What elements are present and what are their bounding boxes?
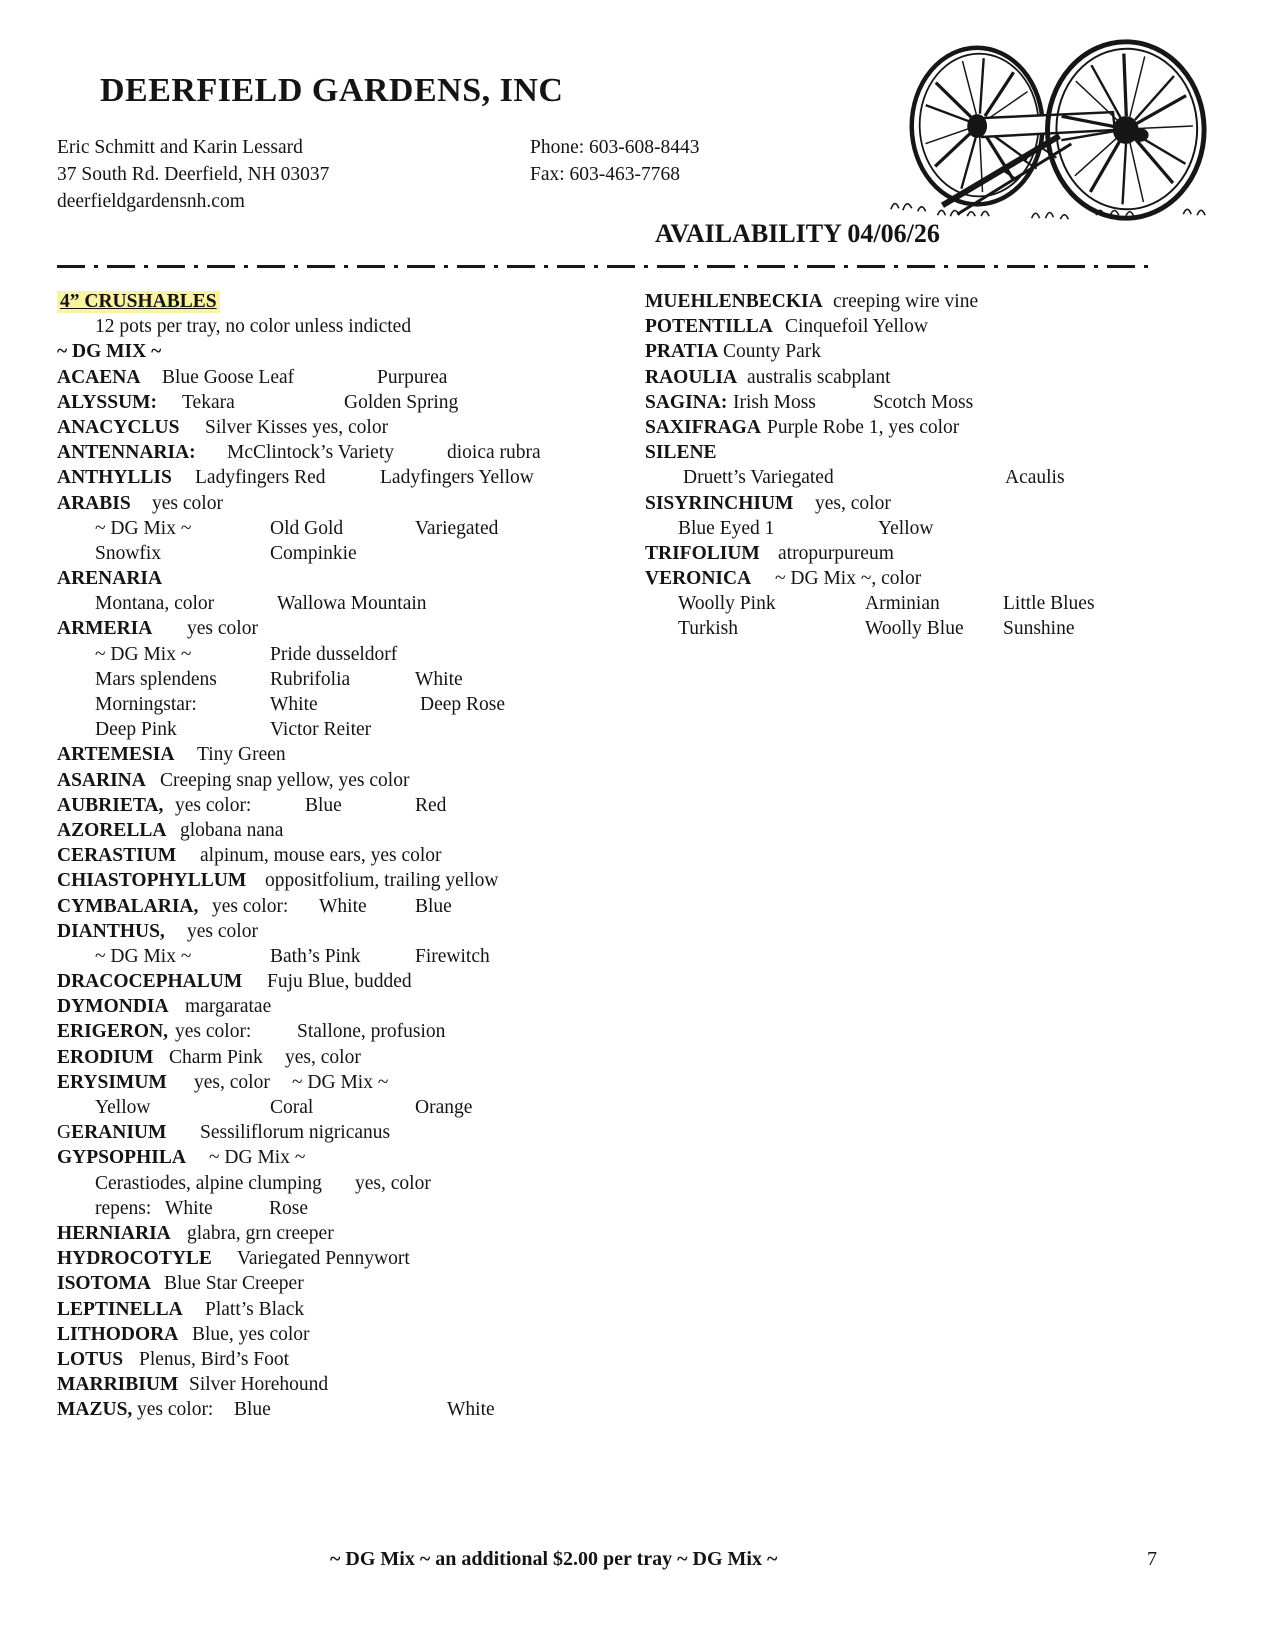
list-line <box>645 543 1230 568</box>
plant-variety: Tiny Green <box>197 744 286 766</box>
plant-name: DRACOCEPHALUM <box>57 971 243 993</box>
plant-name: HERNIARIA <box>57 1222 171 1244</box>
plant-variety: Deep Pink <box>95 719 177 741</box>
plant-name: ~ DG MIX ~ <box>57 341 162 363</box>
right-column <box>645 291 1230 644</box>
plant-name: TRIFOLIUM <box>645 542 760 564</box>
contact-fax: Fax: 603-463-7768 <box>530 164 681 185</box>
list-line <box>645 392 1230 417</box>
plant-variety: Arminian <box>865 593 940 615</box>
list-line <box>57 1374 632 1399</box>
list-line <box>57 1097 632 1122</box>
list-line <box>57 1198 632 1223</box>
plant-variety: Sunshine <box>1003 618 1075 640</box>
plant-name: RAOULIA <box>645 366 738 388</box>
plant-variety: Blue <box>234 1399 271 1421</box>
list-line <box>57 1248 632 1273</box>
plant-name: ISOTOMA <box>57 1273 151 1295</box>
plant-variety: Morningstar: <box>95 694 197 715</box>
list-line <box>57 896 632 921</box>
plant-variety: Woolly Pink <box>678 593 776 615</box>
plant-variety: Tekara <box>182 391 235 413</box>
list-line <box>57 845 632 870</box>
plant-variety: Firewitch <box>415 945 490 967</box>
plant-variety: County Park <box>723 341 822 363</box>
list-line <box>57 367 632 392</box>
plant-variety: Red <box>415 794 447 816</box>
plant-variety: Irish Moss <box>733 391 816 413</box>
plant-variety: Blue, yes color <box>192 1323 310 1345</box>
plant-name: ERIGERON, <box>57 1021 169 1043</box>
plant-variety: Rose <box>269 1197 308 1219</box>
plant-variety: Purpurea <box>377 366 448 388</box>
list-line <box>57 1273 632 1298</box>
list-line <box>57 694 632 719</box>
list-line <box>57 442 632 467</box>
plant-variety: Charm Pink <box>169 1046 263 1068</box>
plant-variety: Variegated <box>415 517 499 539</box>
plant-variety: Blue Goose Leaf <box>162 366 295 388</box>
list-line <box>57 1122 632 1147</box>
plant-variety: Variegated Pennywort <box>237 1248 410 1270</box>
list-line <box>645 341 1230 366</box>
plant-variety: ~ DG Mix ~ <box>95 945 192 967</box>
plant-variety: Rubrifolia <box>270 668 351 690</box>
plant-variety: ~ DG Mix ~ <box>95 643 192 665</box>
plant-variety: creeping wire vine <box>833 291 979 312</box>
plant-variety: Turkish <box>678 618 738 640</box>
plant-name: PRATIA <box>645 341 719 363</box>
plant-variety: Compinkie <box>270 542 357 564</box>
plant-variety: White <box>165 1197 213 1219</box>
list-line <box>57 1047 632 1072</box>
plant-variety: Yellow <box>878 517 934 539</box>
plant-name: ASARINA <box>57 769 146 791</box>
plant-variety: Yellow <box>95 1097 151 1118</box>
plant-name: LITHODORA <box>57 1323 179 1345</box>
list-line <box>57 870 632 895</box>
list-line <box>57 820 632 845</box>
plant-variety: Golden Spring <box>344 391 459 413</box>
plant-variety: G <box>57 1122 72 1144</box>
list-line <box>645 442 1230 467</box>
plant-variety: Montana, color <box>95 593 215 615</box>
list-line <box>57 996 632 1021</box>
dash-dot-divider <box>57 265 1155 268</box>
list-line <box>57 518 632 543</box>
plant-variety: Cinquefoil Yellow <box>785 316 929 338</box>
plant-variety: yes color <box>152 492 223 514</box>
plant-variety: White <box>319 895 367 917</box>
plant-name: ARMERIA <box>57 618 153 640</box>
plant-variety: atropurpureum <box>778 542 894 564</box>
list-line <box>645 493 1230 518</box>
footer-note: ~ DG Mix ~ an additional $2.00 per tray ~ DG Mix ~ <box>330 1548 778 1570</box>
list-line <box>645 467 1230 492</box>
plant-variety: yes, color <box>285 1046 361 1068</box>
plant-name: GYPSOPHILA <box>57 1147 186 1169</box>
availability-title: AVAILABILITY 04/06/26 <box>655 219 940 248</box>
plant-name: LOTUS <box>57 1348 124 1370</box>
plant-variety: Acaulis <box>1005 467 1065 489</box>
phone-fax-block <box>530 134 700 188</box>
plant-name: ALYSSUM: <box>57 391 158 413</box>
list-line <box>57 593 632 618</box>
plant-variety: Orange <box>415 1097 473 1118</box>
plant-name: SAXIFRAGA <box>645 416 761 438</box>
plant-name: AUBRIETA, <box>57 794 164 816</box>
plant-variety: Little Blues <box>1003 593 1095 615</box>
plant-variety: Woolly Blue <box>865 618 964 640</box>
plant-name: DYMONDIA <box>57 996 169 1018</box>
plant-variety: oppositfolium, trailing yellow <box>265 870 499 892</box>
plant-variety: globana nana <box>180 819 284 841</box>
plant-variety: Snowfix <box>95 542 162 564</box>
plant-variety: ~ DG Mix ~ <box>95 517 192 539</box>
plant-variety: Plenus, Bird’s Foot <box>139 1348 290 1370</box>
contact-owners: Eric Schmitt and Karin Lessard <box>57 137 303 158</box>
list-line <box>57 543 632 568</box>
plant-variety: Platt’s Black <box>205 1298 305 1320</box>
plant-variety: Pride dusseldorf <box>270 643 398 665</box>
list-line <box>57 618 632 643</box>
plant-variety: McClintock’s Variety <box>227 442 394 464</box>
list-line <box>57 719 632 744</box>
plant-variety: Wallowa Mountain <box>277 593 427 615</box>
plant-variety: yes color: <box>212 895 289 917</box>
plant-variety: Victor Reiter <box>270 719 372 741</box>
plant-variety: Silver Kisses yes, color <box>205 416 389 438</box>
contact-website: deerfieldgardensnh.com <box>57 191 245 212</box>
plant-variety: yes color: <box>137 1399 214 1421</box>
plant-variety: Scotch Moss <box>873 391 974 413</box>
plant-variety: ~ DG Mix ~ <box>209 1147 306 1169</box>
plant-variety: Silver Horehound <box>189 1374 329 1396</box>
plant-name: ANTENNARIA: <box>57 442 196 464</box>
plant-name: SAGINA: <box>645 391 728 413</box>
page-number: 7 <box>1147 1548 1157 1570</box>
plant-name: HYDROCOTYLE <box>57 1248 212 1270</box>
plant-variety: yes color <box>187 920 258 942</box>
plant-name: CERASTIUM <box>57 845 177 867</box>
list-line <box>57 1173 632 1198</box>
plant-variety: yes color: <box>175 1021 252 1043</box>
plant-variety: White <box>447 1399 495 1421</box>
list-line <box>645 518 1230 543</box>
list-line <box>645 618 1230 643</box>
plant-variety: White <box>415 668 463 690</box>
contact-phone: Phone: 603-608-8443 <box>530 137 700 158</box>
list-line <box>57 971 632 996</box>
list-line <box>645 417 1230 442</box>
plant-variety: Blue <box>305 794 342 816</box>
list-line <box>645 593 1230 618</box>
list-line <box>57 744 632 769</box>
plant-variety: alpinum, mouse ears, yes color <box>200 845 442 867</box>
plant-name: ERODIUM <box>57 1046 154 1068</box>
list-line <box>57 1021 632 1046</box>
plant-name: AZORELLA <box>57 819 167 841</box>
plant-variety: yes, color <box>815 492 891 514</box>
left-column <box>57 291 632 1424</box>
contact-address: 37 South Rd. Deerfield, NH 03037 <box>57 164 330 185</box>
plant-variety: ~ DG Mix ~ <box>292 1071 389 1093</box>
plant-name: ACAENA <box>57 366 141 388</box>
wagon-wheels-illustration <box>883 38 1215 223</box>
plant-name: 4” CRUSHABLES <box>57 291 220 313</box>
plant-variety: yes color <box>187 618 258 640</box>
plant-variety: White <box>270 694 318 715</box>
plant-variety: Cerastiodes, alpine clumping <box>95 1172 322 1194</box>
list-line <box>57 1223 632 1248</box>
plant-name: ARABIS <box>57 492 131 514</box>
list-line <box>57 568 632 593</box>
plant-name: ARENARIA <box>57 568 163 590</box>
list-line <box>57 1299 632 1324</box>
plant-name: MARRIBIUM <box>57 1374 179 1396</box>
list-line <box>57 493 632 518</box>
plant-name: CHIASTOPHYLLUM <box>57 870 247 892</box>
plant-variety: yes, color <box>194 1071 270 1093</box>
list-line <box>57 392 632 417</box>
plant-variety: ~ DG Mix ~, color <box>775 568 922 590</box>
contact-block <box>57 134 329 215</box>
plant-variety: Ladyfingers Yellow <box>380 467 534 489</box>
list-line <box>57 1072 632 1097</box>
plant-variety: 12 pots per tray, no color unless indicted <box>95 316 412 338</box>
list-line <box>57 770 632 795</box>
list-line <box>645 291 1230 316</box>
plant-variety: Purple Robe 1, yes color <box>767 416 960 438</box>
plant-variety: glabra, grn creeper <box>187 1222 334 1244</box>
plant-variety: yes color: <box>175 794 252 816</box>
plant-variety: margaratae <box>185 996 272 1018</box>
list-line <box>645 316 1230 341</box>
list-line <box>57 669 632 694</box>
plant-variety: Ladyfingers Red <box>195 467 326 489</box>
list-line <box>57 1349 632 1374</box>
plant-name: POTENTILLA <box>645 316 773 338</box>
plant-variety: dioica rubra <box>447 442 541 464</box>
plant-variety: Mars splendens <box>95 668 217 690</box>
plant-name: CYMBALARIA, <box>57 895 199 917</box>
plant-name: ERYSIMUM <box>57 1071 167 1093</box>
plant-variety: Blue <box>415 895 452 917</box>
plant-variety: Blue Eyed 1 <box>678 517 775 539</box>
plant-variety: yes, color <box>355 1172 431 1194</box>
list-line <box>57 795 632 820</box>
plant-name: ANTHYLLIS <box>57 467 172 489</box>
plant-variety: australis scabplant <box>747 366 891 388</box>
list-line <box>645 367 1230 392</box>
plant-name: MAZUS, <box>57 1399 133 1421</box>
page-title: DEERFIELD GARDENS, INC <box>100 72 564 109</box>
plant-name: VERONICA <box>645 568 752 590</box>
plant-name: SILENE <box>645 442 717 464</box>
list-line <box>57 417 632 442</box>
plant-variety: Creeping snap yellow, yes color <box>160 769 410 791</box>
list-line <box>57 946 632 971</box>
list-line <box>645 568 1230 593</box>
list-line <box>57 1399 632 1424</box>
plant-name: ANACYCLUS <box>57 416 180 438</box>
plant-variety: repens: <box>95 1197 152 1219</box>
plant-variety: Deep Rose <box>420 694 506 715</box>
plant-variety: Bath’s Pink <box>270 945 361 967</box>
plant-name: DIANTHUS, <box>57 920 165 942</box>
list-line <box>57 316 632 341</box>
plant-variety: Stallone, profusion <box>297 1021 446 1043</box>
plant-name: SISYRINCHIUM <box>645 492 794 514</box>
plant-name: ERANIUM <box>71 1122 167 1144</box>
list-line <box>57 341 632 366</box>
plant-name: LEPTINELLA <box>57 1298 183 1320</box>
list-line <box>57 1147 632 1172</box>
plant-variety: Sessiliflorum nigricanus <box>200 1122 391 1144</box>
list-line <box>57 644 632 669</box>
plant-variety: Druett’s Variegated <box>683 467 834 489</box>
plant-variety: Coral <box>270 1097 314 1118</box>
plant-name: MUEHLENBECKIA <box>645 291 823 312</box>
list-line <box>57 1324 632 1349</box>
plant-variety: Old Gold <box>270 517 344 539</box>
section-heading <box>57 291 632 316</box>
list-line <box>57 921 632 946</box>
plant-name: ARTEMESIA <box>57 744 175 766</box>
plant-variety: Blue Star Creeper <box>164 1273 304 1295</box>
plant-variety: Fuju Blue, budded <box>267 971 412 993</box>
list-line <box>57 467 632 492</box>
